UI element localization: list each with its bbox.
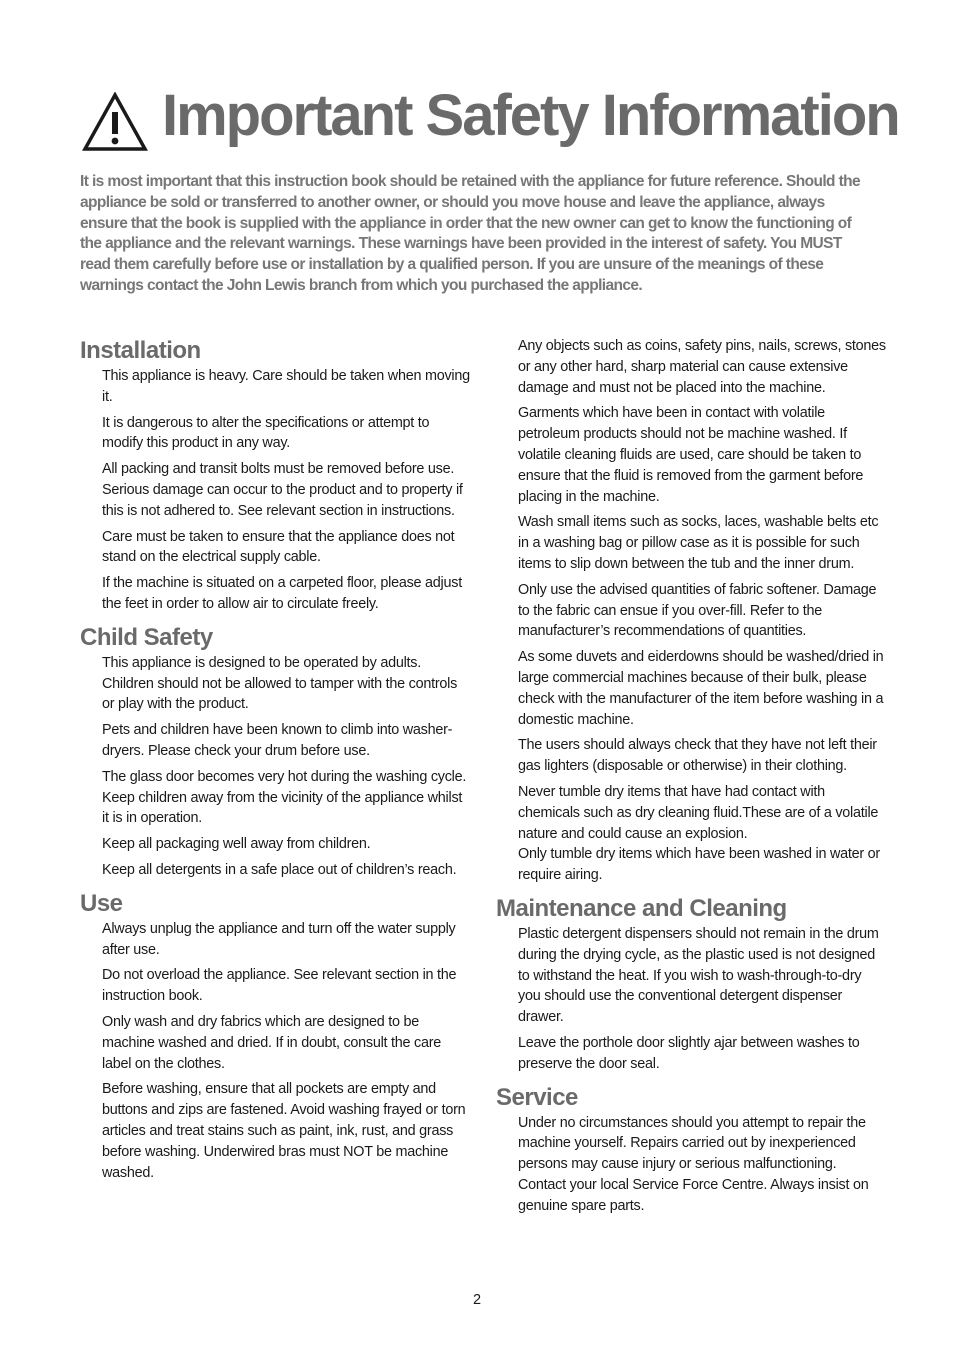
- use-section: [80, 889, 470, 1184]
- intro-paragraph: It is most important that this instruction book should be retained with the appliance for future reference. Should the appliance be sold or transferred to another owner, or should you move house and leave the appliance, always ensure that the book is supplied with the appliance in order that the new owner can get to know the functioning of the appliance and the relevant warnings. These warnings have been provided in the interest of safety. You MUST read them carefully before use or installation by a qualified person. If you are unsure of the meanings of these warnings contact the John Lewis branch from which you purchased the appliance.: [80, 173, 861, 294]
- child-safety-paragraph: The glass door becomes very hot during the washing cycle. Keep children away from the vicinity of the appliance whilst it is in operation.: [102, 768, 467, 827]
- installation-paragraph: All packing and transit bolts must be removed before use. Serious damage can occur to the product and to property if this is not adhered to. See relevant section in instructions.: [102, 461, 463, 519]
- child-safety-section: [80, 623, 470, 881]
- use-paragraph: Always unplug the appliance and turn off the water supply after use.: [102, 920, 456, 958]
- installation-paragraph: This appliance is heavy. Care should be taken when moving it.: [102, 368, 470, 405]
- right-column: [496, 336, 886, 1224]
- left-column: [80, 336, 470, 1191]
- installation-paragraph: If the machine is situated on a carpeted floor, please adjust the feet in order to allow air to circulate freely.: [102, 575, 462, 612]
- service-heading: Service: [496, 1083, 578, 1111]
- installation-heading: Installation: [80, 337, 201, 364]
- service-paragraph: Under no circumstances should you attempt to repair the machine yourself. Repairs carried out by inexperienced persons may cause injury or serious malfunctioning. Contact your local Service Force Centre. Always insist on genuine spare parts.: [518, 1114, 869, 1214]
- maintenance-paragraph: Plastic detergent dispensers should not remain in the drum during the drying cycle, as the plastic used is not designed to withstand the heat. If you wish to wash-through-to-dry you should use the conventional detergent dispenser drawer.: [518, 925, 879, 1026]
- use-continued-paragraph: Only tumble dry items which have been washed in water or require airing.: [518, 846, 880, 884]
- use-heading: Use: [80, 889, 123, 917]
- maintenance-paragraph: Leave the porthole door slightly ajar between washes to preserve the door seal.: [518, 1034, 860, 1072]
- use-paragraph: Only wash and dry fabrics which are designed to be machine washed and dried. If in doubt, consult the care label on the clothes.: [102, 1013, 442, 1072]
- use-paragraph: Before washing, ensure that all pockets are empty and buttons and zips are fastened. Avoid washing frayed or torn articles and treat stains such as paint, ink, rust, and grass before washing. Underwired bras must NOT be machine washed.: [102, 1081, 466, 1181]
- installation-paragraph: It is dangerous to alter the specifications or attempt to modify this product in any way.: [102, 414, 430, 452]
- use-continued-paragraph: Never tumble dry items that have had contact with chemicals such as dry cleaning fluid.These are of a volatile nature and could cause an explosion.: [518, 783, 879, 842]
- use-continued-paragraph: Any objects such as coins, safety pins, nails, screws, stones or any other hard, sharp material can cause extensive damage and must not be placed into the machine.: [518, 338, 886, 396]
- child-safety-paragraph: Keep all packaging well away from children.: [102, 836, 371, 853]
- warning-triangle-icon: [82, 92, 148, 152]
- use-continued-paragraph: Wash small items such as socks, laces, washable belts etc in a washing bag or pillow case as it is possible for such items to slip down between the tub and the inner drum.: [518, 514, 879, 572]
- maintenance-section: [496, 894, 886, 1075]
- use-continued-paragraph: As some duvets and eiderdowns should be washed/dried in large commercial machines because of their bulk, please check with the manufacturer of the item before washing in a domestic machine.: [518, 649, 884, 728]
- child-safety-paragraph: Pets and children have been known to climb into washer-dryers. Please check your drum before use.: [102, 722, 453, 759]
- use-continued-paragraph: Garments which have been in contact with volatile petroleum products should not be machine washed. If volatile cleaning fluids are used, care should be taken to ensure that the fluid is removed from the garment before placing in the machine.: [518, 405, 864, 505]
- use-continued-paragraph: The users should always check that they have not left their gas lighters (disposable or otherwise) in their clothing.: [518, 737, 877, 775]
- page-title: Important Safety Information: [162, 83, 899, 148]
- installation-paragraph: Care must be taken to ensure that the appliance does not stand on the electrical supply cable.: [102, 528, 455, 566]
- child-safety-paragraph: Keep all detergents in a safe place out of children’s reach.: [102, 861, 457, 878]
- use-paragraph: Do not overload the appliance. See relevant section in the instruction book.: [102, 967, 457, 1005]
- use-continued-section: [496, 336, 886, 886]
- installation-section: [80, 336, 470, 615]
- maintenance-heading: Maintenance and Cleaning: [496, 894, 787, 922]
- title-row: [80, 80, 899, 160]
- child-safety-heading: Child Safety: [80, 623, 213, 651]
- use-continued-paragraph: Only use the advised quantities of fabric softener. Damage to the fabric can ensue if you over-fill. Refer to the manufacturer’s recommendations of quantities.: [518, 581, 877, 640]
- page-number: 2: [472, 1292, 482, 1308]
- service-section: [496, 1083, 886, 1217]
- child-safety-paragraph: This appliance is designed to be operated by adults. Children should not be allowed to tamper with the controls or play with the product.: [102, 654, 458, 713]
